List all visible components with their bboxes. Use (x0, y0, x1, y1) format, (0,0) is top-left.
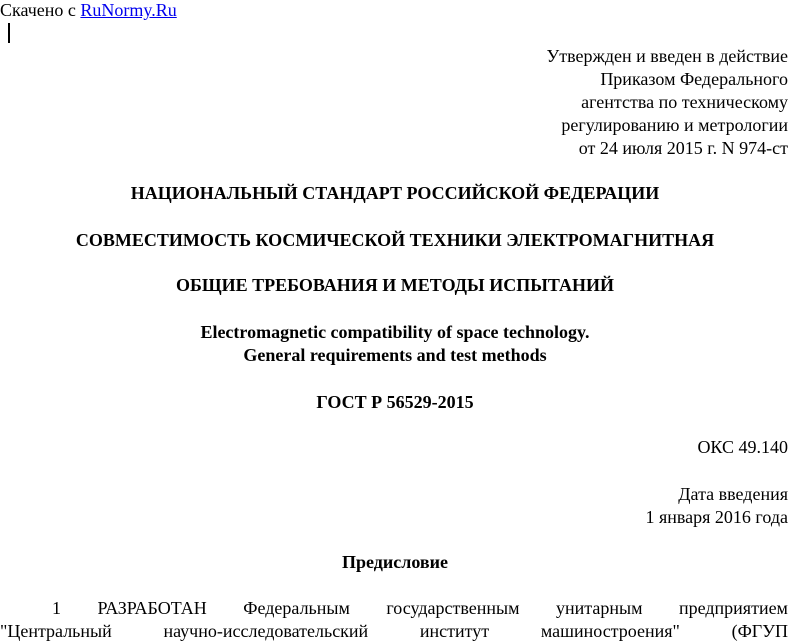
word: Федеральным (243, 598, 350, 618)
approval-line-2: Приказом Федерального (600, 69, 788, 89)
foreword-paragraph-line-2 (0, 620, 788, 642)
effective-date-label: Дата введения (678, 484, 788, 504)
approval-line-1: Утвержден и введен в действие (546, 46, 788, 66)
english-title-line-2: General requirements and test methods (243, 345, 547, 365)
source-prefix: Скачено с (0, 0, 81, 20)
effective-date-value: 1 января 2016 года (645, 507, 788, 527)
source-line (0, 0, 177, 21)
source-link[interactable]: RuNormy.Ru (80, 0, 177, 20)
word: РАЗРАБОТАН (97, 598, 207, 618)
approval-line-3: агентства по техническому (581, 92, 788, 112)
word: научно-исследовательский (163, 621, 369, 641)
text-caret (8, 23, 10, 43)
word: машиностроения" (540, 621, 680, 641)
foreword-heading: Предисловие (342, 552, 448, 572)
national-standard-heading: НАЦИОНАЛЬНЫЙ СТАНДАРТ РОССИЙСКОЙ ФЕДЕРАЦИИ (130, 183, 660, 203)
document-title-sub: ОБЩИЕ ТРЕБОВАНИЯ И МЕТОДЫ ИСПЫТАНИЙ (175, 275, 615, 295)
gost-number: ГОСТ Р 56529-2015 (316, 392, 474, 412)
word: (ФГУП (731, 621, 788, 641)
word: 1 (52, 598, 61, 618)
document-title-main: СОВМЕСТИМОСТЬ КОСМИЧЕСКОЙ ТЕХНИКИ ЭЛЕКТРОМАГНИТНАЯ (75, 230, 715, 250)
approval-line-5: от 24 июля 2015 г. N 974-ст (578, 138, 788, 158)
oks-code: ОКС 49.140 (697, 437, 788, 457)
foreword-paragraph-line-1 (52, 597, 788, 619)
word: предприятием (678, 598, 788, 618)
word: институт (419, 621, 490, 641)
word: унитарным (556, 598, 643, 618)
approval-line-4: регулированию и метрологии (561, 115, 788, 135)
word: "Центральный (0, 621, 112, 641)
word: государственным (386, 598, 520, 618)
english-title-line-1: Electromagnetic compatibility of space technology. (200, 322, 590, 342)
